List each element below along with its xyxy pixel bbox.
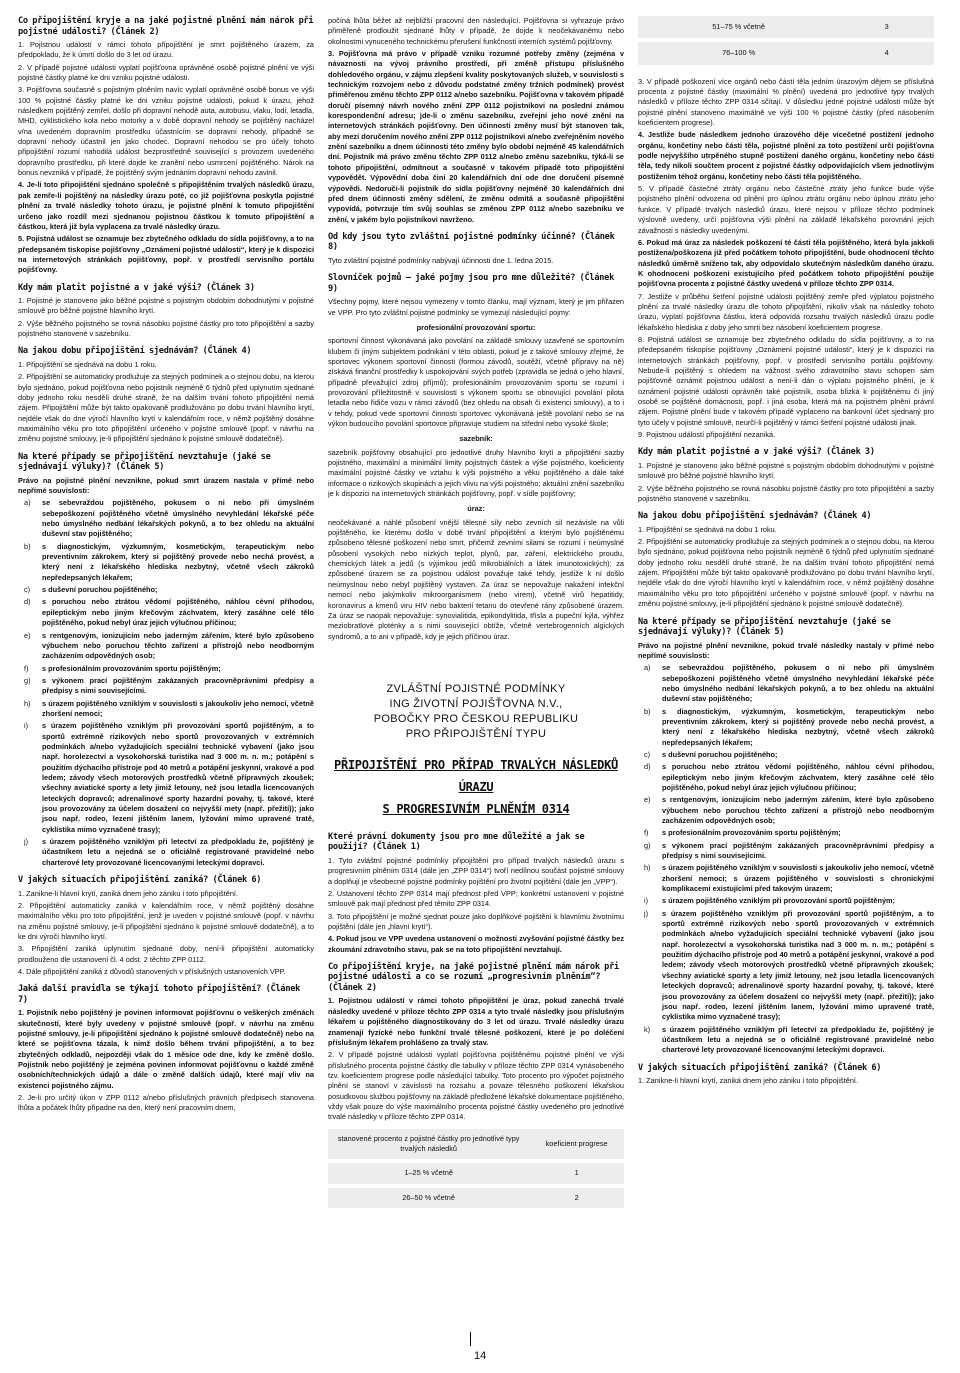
table-cell: 76–100 %: [638, 40, 839, 66]
definition-term: profesionální provozování sportu:: [416, 322, 536, 332]
list-item: 2. Připojištění se automaticky prodlužuje za stejných podmínek a o stejnou dobu, na kterou bylo sjednáno, pokud pojišťovna nebo pojistník nejméně 6 týdnů před uplynutím sjednané doby jednoho roku nesdělí druhé straně, že na dalším trvání tohoto připojištění nemá zájem. Připojištění může být takto opakovaně prodlužováno po dobu trvání hlavního krytí, nejdéle však do dne výročí hlavního krytí v kalendářním roce, v němž pojištěný dosáhne maximálního věku pro toto připojištění určeného v pojistné smlouvě (popř. v návrhu na změnu pojistné smlouvy, je-li připojištění sjednáno k pojistné smlouvě dodatečně).: [18, 372, 314, 444]
page-number: 14: [474, 1350, 487, 1362]
exclusions-intro: Právo na pojistné plnění nevznikne, pokud smrt úrazem nastala v přímé nebo nepřímé souvislosti:: [18, 475, 314, 496]
list-item: 1. Připojištění se sjednává na dobu 1 roku.: [638, 524, 777, 534]
columns: [18, 16, 944, 1220]
exclusions-list: [638, 663, 934, 1055]
exclusions-list: [18, 498, 314, 868]
middle-column: [328, 16, 624, 1220]
definition-text: sazebník pojišťovny obsahující pro jednotlivé druhy hlavního krytí a připojištění sazby pojistného, maximální a minimální limity pojistných částek a výše pojistného, koeficienty maximální pojistné částky ve vztahu k výši pojistného a věku pojištěného a dále také informace o rizikových skupinách a jejich vlivu na výši pojistného; aktuální znění sazebníku je k dispozici na internetových stránkách pojišťovny, popř. v sídle pojišťovny;: [328, 447, 624, 499]
exclusion-item: h) s úrazem pojištěného vzniklým v souvislosti s jakoukoliv jeho nemocí, včetně zhoršení nemoci; s úrazem pojištěného v souvislosti s chronickými komplikacemi existujícími před takovým úrazem;: [644, 863, 934, 894]
list-item: 2. Je-li pro určitý úkon v ZPP 0112 a/nebo příslušných právních předpisech stanovena lhůta a počátek lhůty připadne na den, který není pracovním dnem,: [18, 1093, 314, 1113]
list-item: 3. Toto připojištění je možné sjednat pouze jako doplňkové pojištění k hlavnímu životnímu pojištění (dále jen „hlavní krytí“).: [328, 911, 624, 931]
list-item: 8. Pojistná událost se oznamuje bez zbytečného odkladu do sídla pojišťovny, a to na předepsaném tiskopise pojišťovny „Oznámení pojistné události“, který je k dispozici na internetových stránkách pojišťovny, popř. v prostředí servisního portálu pojišťovny. Nebude-li pojištěný s ohledem na vážnost svého zdravotního stavu schopen sám pojišťovně oznámit pojistnou událost a není-li dán o výplatu pojistného plnění, je k oznámení pojistné události oprávněn také pojistník, osoba blízká k pojištěnému či jiný osobě se pojištěné domácnosti, popř. i jiná osoba, která má na pojistném plnění právní zájem. Pojistné plnění bude v takovém případě vyplaceno na bankovní účet sjednaný pro tyto účely v pojistné smlouvě, neurčí-li pojištěný v rámci šetření pojistné události jinak.: [638, 334, 934, 427]
section-title-art2: Co připojištění kryje a na jaké pojistné plnění mám nárok při pojistné události? (Článek 2): [18, 16, 314, 37]
list-item: 3. Pojišťovna má právo v případě vzniku rozumné potřeby změny (zejména v návaznosti na vývoj právního prostředí, při změně přístupu příslušného dohledového orgánu, v zájmu zlepšení kvality poskytovaných služeb, v souvislosti s technickým rozvojem nebo z důvodu podstatné změny tržních podmínek) provést přiměřenou změnu těchto ZPP 0112 a/nebo sazebníku. Pojišťovna v takovém případě doručí písemný návrh nového znění ZPP 0112 pojistníkovi na poslední známou korespondenční adresu; jde-li o změnu sazebníku, zveřejní jeho nové znění na internetových stránkách pojišťovny. Den účinnosti změny musí být stanoven tak, aby mezi doručením nového znění ZPP 0112 pojistníkovi a/nebo zveřejněním nového znění sazebníku a dnem účinnosti této změny bylo období nejméně 45 kalendářních dní. Pojistník má právo změnu těchto ZPP 0112 a/nebo změnu sazebníku, týká-li se tohoto připojištění, odmítnout a současně v takovém případě toto připojištění vypovědět. Výpovědní doba činí 20 kalendářních dní ode dne doručení písemné výpovědi. Nedoručí-li pojistník do sídla pojišťovny nejméně 30 kalendářních dní před dnem účinnosti změny sdělení, že změnu odmítá a současně připojištění vypovídá, potvrzuje tím svůj souhlas se změnou ZPP 0112 a/nebo sazebníku ve znění, v jakém bylo pojistníkovi navrženo.: [328, 49, 624, 224]
exclusion-item: b) s diagnostickým, výzkumným, kosmetickým, terapeutickým nebo preventivním zákrokem, který si pojištěný provede nebo nechá provést, a který není z lékařského hlediska nezbytný, včetně všech zákroků nepředepsaných lékařem;: [644, 706, 934, 747]
table-row: [638, 16, 934, 40]
progression-table: [328, 1129, 624, 1212]
list-item: 6. Pokud má úraz za následek poškození té části těla pojištěného, která byla jakkoli postižena/poškozena již před počátkem tohoto připojištění, bude ohodnocení těchto následků úměrně sníženo tak, aby odpovídalo skutečným následkům daného úrazu. K ohodnocení poškození existujícího před počátkem tohoto připojištění použije pojišťovna procenta z pojistné částky uvedená v příloze těchto ZPP 0314.: [638, 237, 934, 289]
section-title-art7: Jaká další pravidla se týkají tohoto připojištění? (Článek 7): [18, 984, 301, 1005]
section-title-art5: Na které případy se připojištění nevztahuje (jaké se sjednávají výluky)? (Článek 5): [18, 451, 271, 473]
exclusions-intro: Právo na pojistné plnění nevznikne, pokud trvalé následky nastaly v přímé nebo nepřímé souvislosti:: [638, 640, 934, 660]
list-item: 3. Připojištění zaniká uplynutím sjednané doby, není-li připojištění automaticky prodlouženo dle ustanovení čl. 4 odst. 2 těchto ZPP 0112.: [18, 944, 314, 964]
list-item: 1. Pojistnou událostí v rámci tohoto připojištění je úraz, pokud zanechá trvalé následky uvedené v příloze těchto ZPP 0314 a tyto trvalé následky jsou příslušným lékařem u pojištěného diagnostikovány do 3 let od úrazu. Trvalé následky úrazu znamenají fyzické nebo funkční trvalé tělesné poškození, které je po doléčení příslušným lékařem prohlášeno za trvalý stav.: [328, 996, 624, 1047]
definition-text: neočekávané a náhlé působení vnější tělesné síly nebo zevních sil nezávisle na vůli pojištěného, ke kterému došlo v době trvání připojištění a kterým bylo pojištěnému způsobeno tělesné poškození nebo smrt, přičemž zevními silami se rozumí i neúmyslné působení vysokých nebo nízkých teplot, plynů, par, záření, elektrického proudu, chemických látek a jedů (s výjimkou jedů mikrobiálních a látek imunotoxických); za způsobené úrazem se za pojistnou událost považuje také tehdy, jestliže k ní došlo neúmyslnou nebo nebyl pojištěný vystaven. Za úraz se nepovažuje nakažení infekční nemocí nebo jakýmkoliv mikroorganismem (nebo virem), včetně virů hepatitidy, koronavirus a kmenů viru HIV nebo bakterií tetanu do otevřené rány způsobené úrazem. Za úraz se naopak nepovažuje: synovialitida, epikondylitida, třísla a pupeční kýla, výhřez meziobratlové ploténky a s nimi související obtíže, včetně vertebrogenních algických syndromů, a to ani v případě, kdy je jejich příčinou úraz.: [328, 517, 624, 641]
glossary-intro: Všechny pojmy, které nejsou vymezeny v tomto článku, mají význam, který je jim přiřazen ve VPP. Pro tyto zvláštní pojistné podmínky se vymezují následující pojmy:: [328, 297, 624, 317]
exclusion-item: a) se sebevraždou pojištěného, pokusem o ni nebo při úmyslném sebepoškození pojištěného včetně úmyslného nevyhledání lékařské péče nebo úmyslného nedbání lékařských pokynů, a to bez ohledu na aktuální duševní stav pojištěného;: [644, 663, 934, 704]
section-title-0314-art3: Kdy mám platit pojistné a v jaké výši? (Článek 3): [638, 447, 875, 458]
exclusion-item: g) s výkonem prací pojištěným zakázaných pracovněprávními předpisy a předpisy s nimi souvisejícími.: [644, 840, 934, 861]
table-row: [328, 1161, 624, 1185]
section-title-0314-art1: Které právní dokumenty jsou pro mne důležité a jak se použijí? (Článek 1): [328, 831, 585, 853]
list-item: 1. Pojistné je stanoveno jako běžné pojistné s pojistným obdobím dohodnutými v pojistné smlouvě pro běžné pojistné hlavního krytí.: [638, 460, 934, 481]
table-header-cell: koeficient progrese: [529, 1129, 624, 1162]
exclusion-item: j) s úrazem pojištěného vzniklým při letectví za předpokladu že, pojištěný je účastníkem letu a nejedná se o oficiálně registrované pravidelné nebo charterové lety provozované licencovanými leteckými dopravci.: [24, 837, 314, 867]
list-item: 4. Je-li toto připojištění sjednáno společně s připojištěním trvalých následků úrazu, pak zemře-li pojištěný na následky úrazu poté, co již pojišťovna poskytla pojistné plnění za trvalé následky tohoto úrazu, je pojistné plnění k tomuto připojištění určeno jako rozdíl mezi sjednanou pojistnou částkou k tomuto připojištění a částkou, která již byla vyplacena za trvalé následky úrazu.: [18, 180, 314, 231]
list-item: 5. Pojistná událost se oznamuje bez zbytečného odkladu do sídla pojišťovny, a to na předepsaném tiskopise pojišťovny „Oznámení pojistné události“, který je k dispozici na internetových stránkách pojišťovny, popř. v prostředí servisního portálu pojišťovny.: [18, 234, 314, 275]
list-item: 2. Připojištění se automaticky prodlužuje za stejných podmínek a o stejnou dobu, na kterou bylo sjednáno, pokud pojišťovna nebo pojistník nejméně 6 týdnů před uplynutím sjednané doby jednoho roku nesdělí druhé straně, že na dalším trvání tohoto připojištění nemá zájem. Připojištění může být takto opakovaně prodlužováno po dobu trvání hlavního krytí, nejdéle však do dne výročí hlavního krytí v kalendářním roce, v němž pojištěný dosáhne maximálního věku pro toto připojištění určeného v pojistné smlouvě (popř. v návrhu na změnu pojistné smlouvy, je-li připojištění sjednáno k pojistné smlouvě dodatečně).: [638, 537, 934, 609]
page-divider: [470, 1332, 471, 1346]
table-cell: 2: [529, 1186, 624, 1210]
list-item: 1. Zanikne-li hlavní krytí, zaniká dnem jeho zániku i toto připojištění.: [638, 1076, 859, 1086]
left-column: [18, 16, 314, 1220]
exclusion-item: f) s profesionálním provozováním sportu pojištěným;: [24, 663, 221, 673]
definition-text: sportovní činnost vykonávaná jako povolání na základě smlouvy uzavřené se sportovním klubem či jiným subjektem podnikání v této oblasti, pokud je z takové smlouvy zřejmé, že sportovec výkonem sportovní činnosti (formou závodů, soutěží, včetně přípravy na ně) získává finanční prostředky k uspokojování svých potřeb (zpravidla se jedná o jeho hlavní, případně převažující zdroj příjmů); profesionálním provozováním sportu se rozumí i provozování příležitostně v souvislosti s výkonem sportu se obnovující povolání pilota letadla nebo řidiče vozu v rámci závodů (bez ohledu na obsah či existenci smlouvy), a to i v tehdy, pokud vede sportovní činnosti sportovec vykonávaná ještě povolání nebo se na výkon budoucího povolání sportovce připravuje studiem na střední nebo vysoké škole;: [328, 336, 624, 428]
exclusion-item: d) s poruchou nebo ztrátou vědomí pojištěného, náhlou cévní příhodou, epileptickým nebo jiným křečovým záchvatem, který zasáhne celé tělo pojištěného, pokud nebyl úraz jejich výlučnou příčinou;: [644, 762, 934, 792]
list-item: 4. Dále připojištění zaniká z důvodů stanovených v příslušných ustanoveních VPP.: [18, 966, 286, 976]
effective-date-text: Tyto zvláštní pojistné podmínky nabývají účinnosti dne 1. ledna 2015.: [328, 255, 554, 265]
table-row: [638, 40, 934, 66]
exclusion-item: e) s rentgenovým, ionizujícím nebo jaderným zářením, které bylo způsobeno výbuchem nebo poruchou těchto zařízení a přístrojů nebo neodborným zacházením odpovědných osob;: [644, 795, 934, 825]
list-item: 9. Pojistnou událostí připojištění nezaniká.: [638, 430, 776, 440]
art2-items: [18, 40, 314, 276]
definition-term: úraz:: [467, 504, 485, 514]
section-title-0314-art4: Na jakou dobu připojištění sjednávám? (Článek 4): [638, 511, 872, 522]
table-cell: 4: [839, 40, 934, 66]
exclusion-item: f) s profesionálním provozováním sportu pojištěným;: [644, 828, 841, 838]
table-cell: 1–25 % včetně: [328, 1161, 529, 1185]
definition-term: sazebník:: [459, 434, 493, 444]
list-item: 1. Pojistné je stanoveno jako běžné pojistné s pojistným obdobím dohodnutými v pojistné smlouvě pro běžné pojistné hlavního krytí.: [18, 296, 314, 316]
list-item: 3. Pojišťovna současně s pojistným plněním navíc vyplatí oprávněné osobě bonus ve výši 100 % pojistné částky platné ke dni vzniku pojistné události, pokud k úrazu, jehož následkem pojištěný zemřel, došlo při dopravní nehodě auta, autobusu, vlaku, lodi, letadla, MHD, cyklistického kola nebo motorky a v době dopravní nehody se pojištěný nacházel v/na uvedeném dopravním prostředku účastnícím se dopravní nehody, případně se dopravní nehody účastnil jen jako chodec. Dopravní nehodou se pro účely tohoto připojištění rozumí nahodilá událost bezprostředně související s provozem uvedeného dopravního prostředku, při které dojde ke zranění nebo usmrcení pojištěného. Nárok na bonus nevzniká v případě, že pojištěný svým jednáním dopravní nehodu zavinil.: [18, 85, 314, 178]
exclusion-item: i) s úrazem pojištěného vzniklým při provozování sportů pojištěným;: [644, 896, 896, 906]
exclusion-item: h) s úrazem pojištěného vzniklým v souvislosti s jakoukoliv jeho nemocí, včetně zhoršení nemoci;: [24, 698, 314, 718]
conditions-heading: ZVLÁŠTNÍ POJISTNÉ PODMÍNKY ING ŽIVOTNÍ POJIŠŤOVNA N.V., POBOČKY PRO ČESKOU REPUBLIKU PRO PŘIPOJIŠTĚNÍ TYPU: [373, 682, 579, 740]
list-item: 2. V případě pojistné události vyplatí pojišťovna oprávněné osobě pojistné plnění ve výši pojistné částky platné ke dni vzniku pojistné události.: [18, 62, 314, 83]
section-title-0314-art6: V jakých situacích připojištění zaniká? (Článek 6): [638, 1062, 882, 1073]
exclusion-item: c) s duševní poruchou pojištěného;: [644, 749, 778, 759]
list-item: 2. Ustanovení těchto ZPP 0314 mají přednost před VPP; konkrétní ustanovení v pojistné smlouvě pak mají přednost před těmito ZPP 0314.: [328, 888, 624, 909]
table-header-cell: stanovené procento z pojistné částky pro jednotlivé typy trvalých následků: [328, 1129, 529, 1162]
list-item: 3. V případě poškození více orgánů nebo částí těla jedním úrazovým dějem se příslušná procenta z pojistné částky (maximální % plnění) uvedená pro jednotlivé typy trvalých následků v příloze těchto ZPP 0314 sčítají. V důsledku jedné pojistné události může být pojistné plnění stanoveno maximálně ve výši 100 % pojistné částky (před násobením koeficientem progrese).: [638, 76, 934, 128]
exclusion-item: c) s duševní poruchou pojištěného;: [24, 585, 158, 595]
list-item: 2. V případě pojistné události vyplatí pojišťovna pojištěnému pojistné plnění ve výši příslušného procenta pojistné částky dle tabulky v příloze těchto ZPP 0314 vynásobeného tzv. koeficientem progrese podle následující tabulky. Toto procento pro výpočet pojistného plnění se stanoví v závislosti na rozsahu a povaze tělesného poškození lékařskou posudkovou službou pojišťovny na základě předložené lékařské dokumentace pojištěného, vždy však pouze do výše maximálního procenta pojistné částky uvedeného pro jednotlivé trvalé následky v příloze těchto ZPP 0314.: [328, 1050, 624, 1122]
document-title: PŘIPOJIŠTĚNÍ PRO PŘÍPAD TRVALÝCH NÁSLEDKŮ ÚRAZU S PROGRESIVNÍM PLNĚNÍM 0314: [334, 757, 618, 816]
list-item: 1. Zanikne-li hlavní krytí, zaniká dnem jeho zániku i toto připojištění.: [18, 888, 239, 898]
list-item: 2. Výše běžného pojistného se rovná násobku pojistné částky pro toto připojištění a sazby pojistného stanovené v sazebníku.: [638, 483, 934, 503]
list-item: 1. Připojištění se sjednává na dobu 1 roku.: [18, 359, 157, 369]
section-title-art6: V jakých situacích připojištění zaniká? (Článek 6): [18, 875, 262, 886]
table-cell: 1: [529, 1161, 624, 1185]
section-title-art4: Na jakou dobu připojištění sjednávám? (Článek 4): [18, 346, 252, 357]
exclusion-item: i) s úrazem pojištěného vzniklým při provozování sportů pojištěným, a to sportů extrémně rizikových nebo sportů provozovaných v extrémních podmínkách a/nebo vyžadujících speciální technické vybavení (jako jsou např. horolezectví a vysokohorská turistika nad 3 000 m. n. m.; potápění s použitím dýchacího přístroje pod 40 metrů a potápění jeskynní, vrakové a pod ledem; závody všech motorových prostředků včetně přípravných zkoušek; všechny aviatické sporty a lety jimiž letouny, než jsou letadla licencovaných leteckých dopravců; adrenalinové sporty hazardní povahy, tj. takové, které jsou provozovány za účelem dosažení co nejvyšší mety (např. přežití)); jako jsou např. rodeo, lezení jištěním lanem, lyžování mimo upravené tratě, cyklistika mimo vyznačené trasy);: [24, 721, 314, 834]
table-cell: 3: [839, 16, 934, 40]
exclusion-item: g) s výkonem prací pojištěným zakázaných pracovněprávními předpisy a předpisy s nimi souvisejícími.: [24, 675, 314, 696]
exclusion-item: d) s poruchou nebo ztrátou vědomí pojištěného, náhlou cévní příhodou, epileptickým nebo jiným křečovým záchvatem, který zasáhne celé tělo pojištěného, pokud nebyl úraz jejich výlučnou příčinou;: [24, 597, 314, 628]
list-item: 4. Pokud jsou ve VPP uvedena ustanovení o možnosti zvyšování pojistné částky bez zkoumání zdravotního stavu, pak se na toto připojištění nevztahují.: [328, 934, 624, 954]
exclusion-item: j) s úrazem pojištěného vzniklým při provozování sportů pojištěným, a to sportů extrémně rizikových nebo sportů provozovaných v extrémních podmínkách a/nebo vyžadujících speciální technické vybavení (jako jsou např. horolezectví a vysokohorská turistika nad 3 000 m. n. m.; potápění s použitím dýchacího přístroje pod 40 metrů a potápění jeskynní, vrakové a pod ledem; závody všech motorových prostředků včetně přípravných zkoušek; všechny aviatické sporty a lety jimiž letouny, než jsou letadla licencovaných leteckých dopravců; adrenalinové sporty hazardní povahy, tj. takové, které jsou provozovány za účelem dosažení co nejvyšší mety (např. přežití)); jako jsou např. rodeo, lezení jištěním lanem, lyžování mimo upravené tratě, cyklistika mimo vyznačené trasy);: [644, 908, 934, 1022]
section-title-art8: Od kdy jsou tyto zvláštní pojistné podmínky účinné? (Článek 8): [328, 231, 615, 253]
list-item: 1. Pojistnou událostí v rámci tohoto připojištění je smrt pojištěného úrazem, za předpokladu, že k úmrtí došlo do 3 let od úrazu.: [18, 40, 314, 60]
section-title-art9: Slovníček pojmů – jaké pojmy jsou pro mne důležité? (Článek 9): [328, 273, 615, 294]
list-item: 4. Jestliže bude následkem jednoho úrazového děje vícečetné postižení jednoho orgánu, končetiny nebo části těla, pojistné plnění za toto postižení určí pojišťovna podle nejvyššího utrpěného stupně postižení daného orgánu, končetiny nebo části těla, tedy nikoli součtem procent z pojistné částky odpovídajících všem jednotlivým postižením téhož orgánu, končetiny nebo části těla pojištěného.: [638, 130, 934, 181]
table-cell: 26–50 % včetně: [328, 1186, 529, 1210]
list-item: 5. V případě částečné ztráty orgánu nebo částečné ztráty jeho funkce bude výše pojistného plnění odvozena od plnění pro úplnou ztrátu orgánu nebo úplnou ztrátu jeho funkce. V případě trvalých následků úrazu, které nejsou v příloze těchto podmínek výslovně uvedeny, určí pojišťovna výši plnění na základě lékařského porovnání jejich závažnosti s následky uvedenými.: [638, 184, 934, 235]
progression-table-continued: [638, 16, 934, 69]
list-item: 2. Připojištění automaticky zaniká v kalendářním roce, v němž pojištěný dosáhne maximálního věku pro toto připojištění, jenž je uveden v pojistné smlouvě (popř. v návrhu na změnu pojistné smlouvy, je-li připojištění sjednáno k pojistné smlouvě dodatečně), a to ke dni výročí hlavního krytí.: [18, 900, 314, 941]
table-header-row: [328, 1129, 624, 1162]
section-title-0314-art5: Na které případy se připojištění nevztahuje (jaké se sjednávají výluky)? (Článek 5): [638, 616, 891, 637]
section-title-art3: Kdy mám platit pojistné a v jaké výši? (Článek 3): [18, 282, 255, 293]
table-cell: 51–75 % včetně: [638, 16, 839, 40]
exclusion-item: k) s úrazem pojištěného vzniklým při letectví za předpokladu že, pojištěný je účastníkem letu a nejedná se o oficiálně registrované pravidelné nebo charterové lety provozované licencovanými leteckými dopravci.: [644, 1024, 934, 1055]
list-item: 1. Tyto zvláštní pojistné podmínky připojištění pro případ trvalých následků úrazu s progresivním plněním 0314 (dále jen „ZPP 0314“) tvoří nedílnou součást pojistné smlouvy a doplňují je všeobecné pojistné podmínky pojištění pro životní pojištění (dále jen „VPP“).: [328, 855, 624, 886]
table-row: [328, 1186, 624, 1210]
section-title-0314-art2: Co připojištění kryje, na jaké pojistné plnění mám nárok při pojistné události a co se rozumí „progresivním plněním“? (Článek 2): [328, 961, 619, 993]
continuation-text: počíná lhůta běžet až nejbližší pracovní den následující. Pojišťovna si vyhrazuje právo přiměřeně prodloužit sjednané lhůty v případě, že dojde k neočekávanému nebo okolnostmi vynuceného technickému přerušení funkčnosti interních systémů pojišťovny.: [328, 16, 624, 46]
exclusion-item: e) s rentgenovým, ionizujícím nebo jaderným zářením, které bylo způsobeno výbuchem nebo poruchou těchto zařízení a přístrojů nebo neodborným zacházením odpovědných osob;: [24, 630, 314, 661]
right-column: [638, 16, 934, 1220]
exclusion-item: b) s diagnostickým, výzkumným, kosmetickým, terapeutickým nebo preventivním zákrokem, který si pojištěný provede nebo nechá provést, a který není z lékařského hlediska nezbytný, včetně všech zákroků nepředepsaných lékařem;: [24, 541, 314, 582]
list-item: 1. Pojistník nebo pojištěný je povinen informovat pojišťovnu o veškerých změnách skutečností, které byly uvedeny v pojistné smlouvě (popř. v návrhu na změnu pojistné smlouvy, je-li připojištění sjednáno k pojistné smlouvě dodatečně) nebo na které se pojišťovna tázala, k nimž došlo během trvání připojištění, a to bez zbytečných odkladů, nejpozději však do 1 měsíce ode dne, kdy ke změně došlo. Pojistník nebo pojištěný je zejména povinen informovat pojišťovnu o každé změně osobních/technických údajů a dále o změně dalších údajů, které mají vliv na existenci pojistného zájmu.: [18, 1008, 314, 1090]
list-item: 7. Jestliže v průběhu šetření pojistné události pojištěný zemře před výplatou pojistného plnění za trvalé následky úrazu dle tohoto připojištění, nikoliv však na následky tohoto úrazu, vyplatí pojišťovna částku, která odpovídá rozsahu trvalých následků úrazu podle lékařského hlediska z doby jeho smrti bez násobení koeficientem progrese.: [638, 291, 934, 332]
list-item: 2. Výše běžného pojistného se rovná násobku pojistné částky pro toto připojištění a sazby pojistného stanovené v sazebníku.: [18, 318, 314, 339]
exclusion-item: a) se sebevraždou pojištěného, pokusem o ni nebo při úmyslném sebepoškození pojištěného včetně úmyslného nevyhledání lékařské péče nebo úmyslného nedbání lékařských pokynů, a to bez ohledu na aktuální duševní stav pojištěného;: [24, 498, 314, 539]
